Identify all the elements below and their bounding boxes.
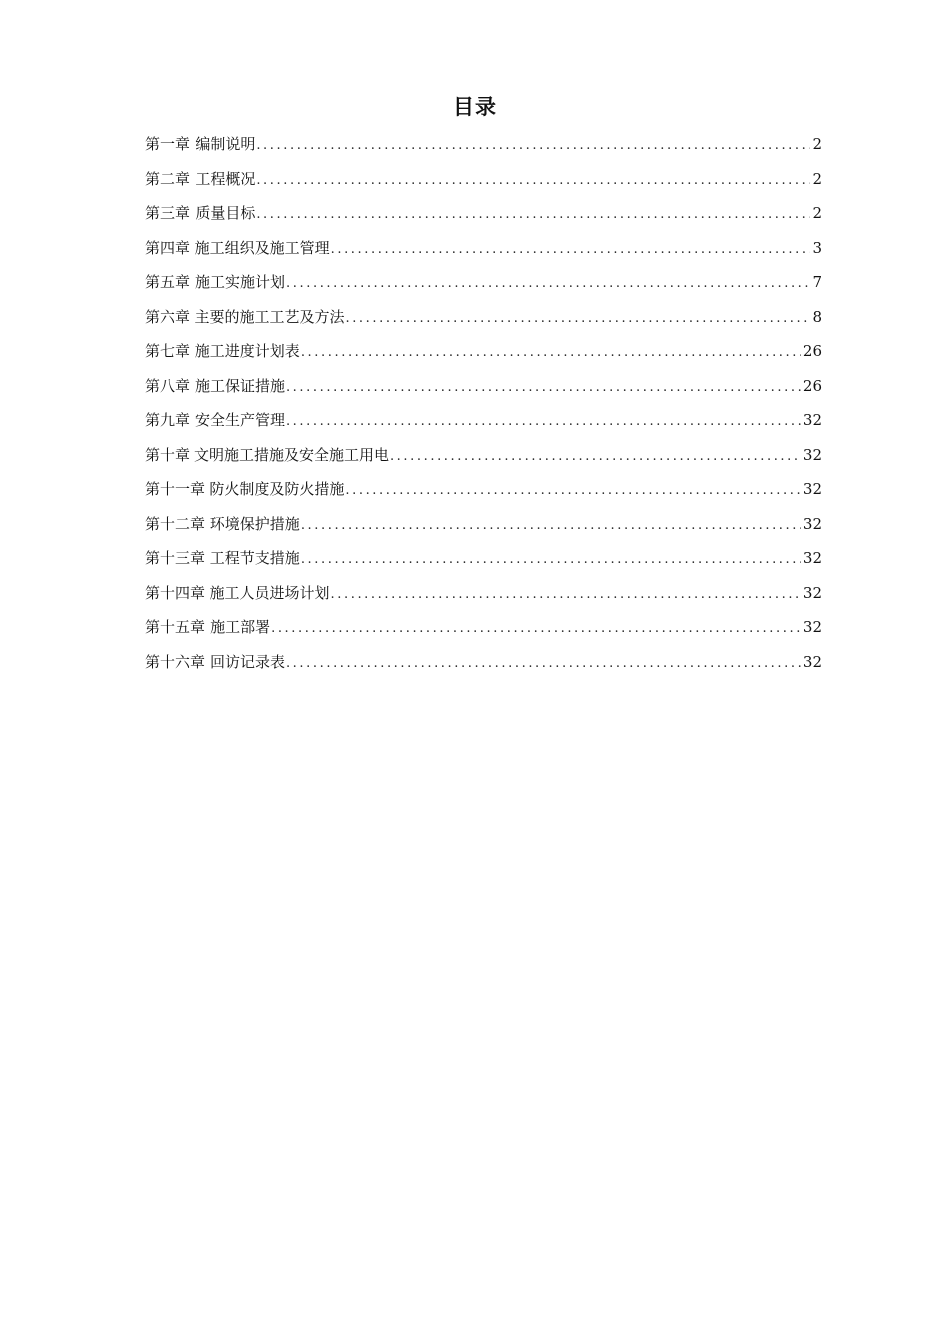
toc-list <box>145 127 822 679</box>
toc-page-number: 8 <box>812 307 822 326</box>
toc-page-number: 32 <box>802 652 822 671</box>
toc-entry-label: 编制说明 <box>195 135 256 153</box>
dot-leader <box>390 440 801 473</box>
toc-page-number: 32 <box>802 411 822 429</box>
toc-page-number: 2 <box>812 204 822 222</box>
dot-leader <box>286 267 810 300</box>
toc-entry[interactable] <box>145 645 822 680</box>
toc-chapter-number: 第十五章 <box>145 618 206 636</box>
toc-chapter-number: 第七章 <box>145 342 191 360</box>
toc-entry-label: 施工部署 <box>210 618 271 636</box>
dot-leader <box>256 164 810 197</box>
toc-entry[interactable] <box>145 438 822 473</box>
toc-page-number: 32 <box>802 549 822 567</box>
dot-leader <box>345 474 801 507</box>
toc-chapter-number: 第十一章 <box>145 480 206 498</box>
toc-entry[interactable] <box>145 541 822 576</box>
dot-leader <box>301 336 801 369</box>
toc-chapter-number: 第六章 <box>145 307 191 326</box>
dot-leader <box>345 302 810 335</box>
toc-page-number: 2 <box>812 169 822 188</box>
toc-page-number: 2 <box>812 135 822 153</box>
toc-entry-label: 施工组织及施工管理 <box>194 238 330 257</box>
toc-page-number: 26 <box>802 342 822 360</box>
toc-entry-label: 质量目标 <box>195 204 256 222</box>
toc-entry[interactable] <box>145 403 822 438</box>
toc-chapter-number: 第十章 <box>145 445 191 464</box>
toc-entry[interactable] <box>145 507 822 542</box>
toc-entry[interactable] <box>145 576 822 611</box>
toc-entry[interactable] <box>145 472 822 507</box>
dot-leader <box>286 371 801 404</box>
toc-chapter-number: 第十四章 <box>145 583 206 602</box>
toc-entry[interactable] <box>145 196 822 231</box>
toc-page-number: 32 <box>802 583 822 602</box>
dot-leader <box>286 405 801 438</box>
toc-chapter-number: 第四章 <box>145 238 191 257</box>
dot-leader <box>301 543 801 576</box>
toc-entry-label: 文明施工措施及安全施工用电 <box>193 445 389 464</box>
toc-title: 目录 <box>453 95 497 119</box>
toc-entry-label: 安全生产管理 <box>194 411 285 429</box>
toc-entry[interactable] <box>145 231 822 266</box>
toc-chapter-number: 第一章 <box>145 135 191 153</box>
toc-entry[interactable] <box>145 127 822 162</box>
toc-entry-label: 工程节支措施 <box>209 549 300 567</box>
toc-entry-label: 施工保证措施 <box>194 376 285 395</box>
toc-entry[interactable] <box>145 369 822 404</box>
toc-chapter-number: 第十二章 <box>145 514 206 533</box>
toc-page-number: 32 <box>802 618 822 636</box>
toc-entry-label: 主要的施工工艺及方法 <box>194 307 345 326</box>
toc-entry[interactable] <box>145 300 822 335</box>
toc-entry-label: 环境保护措施 <box>209 514 300 533</box>
dot-leader <box>256 198 810 231</box>
toc-chapter-number: 第十六章 <box>145 652 206 671</box>
dot-leader <box>271 612 801 645</box>
toc-chapter-number: 第五章 <box>145 273 191 291</box>
toc-entry[interactable] <box>145 334 822 369</box>
dot-leader <box>331 578 801 611</box>
toc-page-number: 26 <box>802 376 822 395</box>
dot-leader <box>256 129 810 162</box>
dot-leader <box>331 233 811 266</box>
toc-chapter-number: 第十三章 <box>145 549 206 567</box>
toc-chapter-number: 第八章 <box>145 376 191 395</box>
toc-chapter-number: 第九章 <box>145 411 191 429</box>
toc-entry-label: 施工实施计划 <box>195 273 286 291</box>
toc-entry[interactable] <box>145 265 822 300</box>
toc-entry-label: 施工人员进场计划 <box>209 583 330 602</box>
toc-page-number: 32 <box>802 514 822 533</box>
toc-entry[interactable] <box>145 610 822 645</box>
toc-chapter-number: 第二章 <box>145 169 191 188</box>
toc-entry[interactable] <box>145 162 822 197</box>
toc-entry-label: 防火制度及防火措施 <box>209 480 345 498</box>
toc-entry-label: 施工进度计划表 <box>194 342 300 360</box>
dot-leader <box>301 509 801 542</box>
toc-entry-label: 回访记录表 <box>209 652 285 671</box>
toc-page-number: 3 <box>812 238 822 257</box>
dot-leader <box>286 647 801 680</box>
toc-entry-label: 工程概况 <box>195 169 256 188</box>
toc-chapter-number: 第三章 <box>145 204 191 222</box>
toc-page-number: 7 <box>812 273 822 291</box>
toc-page-number: 32 <box>802 480 822 498</box>
toc-page-number: 32 <box>802 445 822 464</box>
